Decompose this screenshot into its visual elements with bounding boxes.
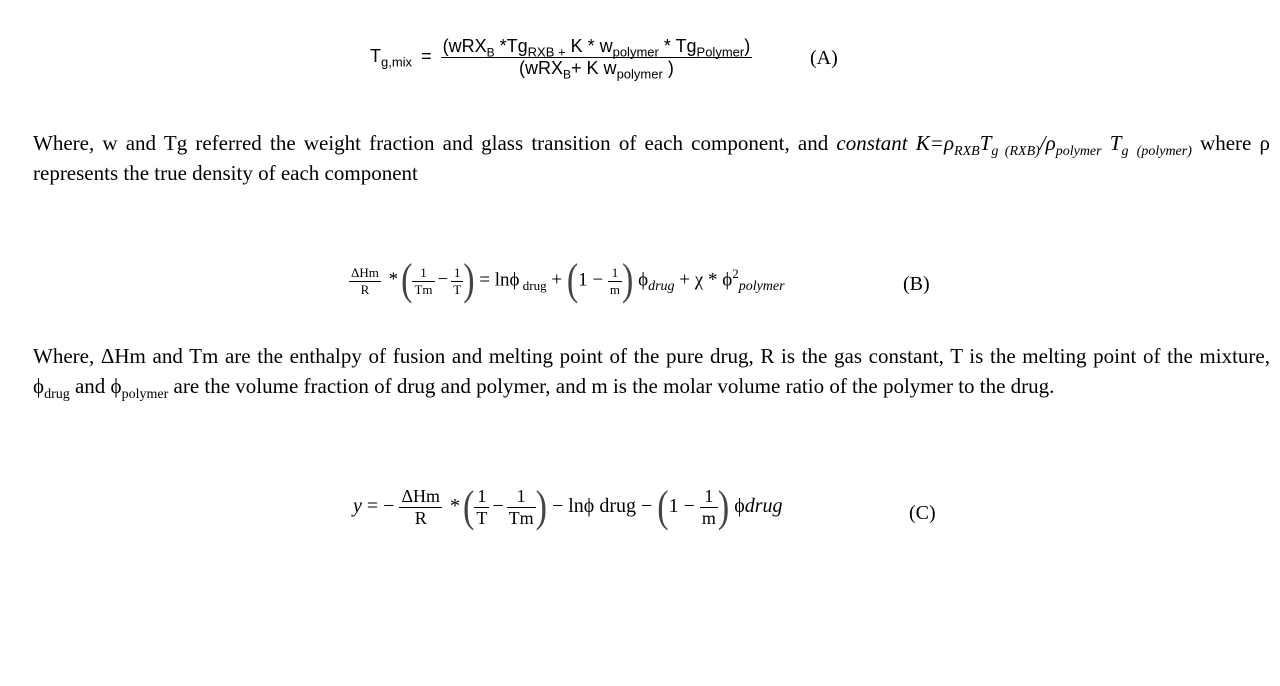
eq-a-lhs: $T_{g,mix}$	[370, 46, 413, 70]
eq-b-dhm-fraction: $\frac{\text{ΔHm}}{R}$	[351, 264, 379, 297]
equation-a: $T_{g,mix}$ = $\frac{(wRX_B *Tg_{RXB +} K * w_{polymer} * Tg_{Polymer})}{(wRX_B+ K w_{polymer} )}$	[370, 36, 751, 82]
equation-c: y = − $\frac{\text{ΔHm}}{R}$ *( $\frac{1}{T}$ − $\frac{1}{Tm}$ ) − lnϕ drug − (1 − $\frac{1}{m}$ ) ϕdrug	[353, 482, 783, 531]
eq-c-dhm-fraction: $\frac{\text{ΔHm}}{R}$	[401, 486, 441, 528]
eq-c-label: (C)	[909, 502, 936, 524]
eq-a-numerator: (wRX$_B$ $*Tg_{RXB +}$ K * $w_{polymer} * Tg_{Polymer}$)	[442, 36, 751, 60]
paragraph-tg-definition: Where, w and Tg referred the weight fraction and glass transition of each component, and constant $K=\rho_{RXB}T_{g (RXB)}/\rho_{polymer}$ $T_g$ $_{(polymer)}$ where ρ represents the true density of each component	[33, 131, 1271, 185]
eq-a-label: (A)	[810, 47, 838, 69]
eq-a-denominator: (wRX$_B$+ K $w_{polymer}$ )	[519, 58, 674, 82]
eq-a-fraction	[441, 36, 753, 82]
equation-b: $\frac{\text{ΔHm}}{R}$ *( $\frac{1}{Tm}$ − $\frac{1}{T}$ ) = lnϕ $_{drug}$ + (1 − $\frac{1}{m}$ ) $\phi_{drug} + \chi * \phi^2_{polymer}$	[351, 256, 785, 305]
eq-b-label: (B)	[903, 273, 930, 295]
paragraph-symbol-definitions: Where, ΔHm and Tm are the enthalpy of fusion and melting point of the pure drug, R is the gas constant, T is the melting point of the mixture, $\phi_{drug}$ and $\phi_{polymer}$ are the volume fraction of drug and polymer, and m is the molar volume ratio of the polymer to the drug.	[33, 344, 1270, 403]
